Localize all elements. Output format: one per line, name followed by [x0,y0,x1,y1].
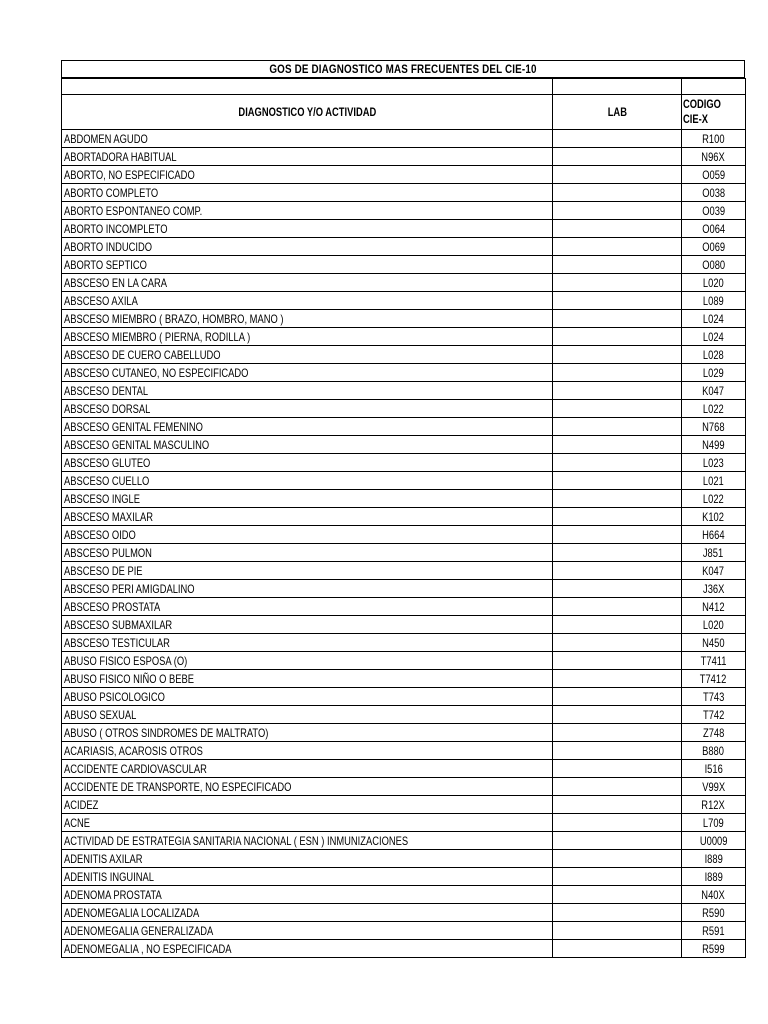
code-text: R590 [702,905,725,920]
code-cell [682,490,746,508]
code-text: R12X [701,797,726,812]
table-row [62,220,746,238]
diagnosis-text: ABSCESO GLUTEO [64,455,151,470]
code-text: U0009 [699,833,728,848]
diagnosis-cell [62,364,553,382]
lab-cell [553,490,682,508]
diagnosis-cell [62,526,553,544]
lab-cell [553,760,682,778]
lab-cell [553,292,682,310]
code-cell [682,598,746,616]
lab-cell [553,940,682,958]
diagnosis-text: ACCIDENTE DE TRANSPORTE, NO ESPECIFICADO [64,779,292,794]
lab-cell [553,202,682,220]
table-row [62,292,746,310]
diagnosis-text: ABSCESO DENTAL [64,383,149,398]
table-row [62,922,746,940]
code-cell [682,562,746,580]
diagnosis-cell [62,670,553,688]
lab-cell [553,472,682,490]
diagnosis-cell [62,220,553,238]
lab-cell [553,706,682,724]
blank-cell [682,79,746,95]
code-cell [682,832,746,850]
diagnosis-cell [62,742,553,760]
diagnosis-text: ABORTO ESPONTANEO COMP. [64,203,203,218]
lab-cell [553,814,682,832]
code-text: L024 [703,329,724,344]
diagnosis-cell [62,238,553,256]
table-row [62,796,746,814]
diagnosis-text: ABUSO ( OTROS SINDROMES DE MALTRATO) [64,725,269,740]
table-row [62,616,746,634]
table-row [62,544,746,562]
code-text: N96X [701,149,726,164]
code-cell [682,742,746,760]
table-row [62,526,746,544]
diagnosis-text: ABSCESO DORSAL [64,401,151,416]
code-text: K047 [702,383,725,398]
code-cell [682,814,746,832]
code-text: L024 [703,311,724,326]
lab-cell [553,796,682,814]
diagnosis-text: ADENOMEGALIA , NO ESPECIFICADA [64,941,232,956]
code-cell [682,886,746,904]
code-text: O064 [702,221,725,236]
diagnosis-cell [62,166,553,184]
table-row [62,508,746,526]
diagnosis-text: ABSCESO CUELLO [64,473,150,488]
diagnosis-text: ADENITIS INGUINAL [64,869,154,884]
lab-cell [553,508,682,526]
code-text: T7412 [700,671,727,686]
code-cell [682,346,746,364]
code-text: T742 [702,707,725,722]
code-text: I889 [704,851,723,866]
code-cell [682,778,746,796]
code-cell [682,760,746,778]
diagnosis-cell [62,472,553,490]
table-row [62,238,746,256]
blank-cell [553,79,682,95]
table-row [62,814,746,832]
table-row [62,328,746,346]
diagnosis-text: ABSCESO AXILA [64,293,138,308]
code-cell [682,670,746,688]
code-text: L023 [703,455,724,470]
table-row [62,868,746,886]
lab-cell [553,886,682,904]
code-cell [682,634,746,652]
table-row [62,364,746,382]
blank-row [62,79,746,95]
lab-cell [553,868,682,886]
lab-cell [553,526,682,544]
code-cell [682,328,746,346]
table-row [62,148,746,166]
code-cell [682,580,746,598]
lab-cell [553,850,682,868]
code-cell [682,436,746,454]
diagnosis-text: ABSCESO INGLE [64,491,140,506]
table-row [62,454,746,472]
table-row [62,202,746,220]
lab-cell [553,616,682,634]
code-text: O080 [702,257,725,272]
code-text: L021 [703,473,724,488]
header-description-label: DIAGNOSTICO Y/O ACTIVIDAD [238,105,376,119]
code-text: R100 [702,131,725,146]
diagnosis-cell [62,256,553,274]
code-text: T7411 [700,653,727,668]
code-cell [682,652,746,670]
code-cell [682,724,746,742]
diagnosis-cell [62,202,553,220]
code-text: N499 [702,437,725,452]
diagnosis-cell [62,724,553,742]
diagnosis-text: ABSCESO MIEMBRO ( BRAZO, HOMBRO, MANO ) [64,311,284,326]
code-text: V99X [702,779,725,794]
code-text: L089 [703,293,724,308]
lab-cell [553,778,682,796]
diagnosis-cell [62,184,553,202]
diagnosis-text: ABUSO PSICOLOGICO [64,689,165,704]
diagnosis-cell [62,562,553,580]
code-cell [682,472,746,490]
table-row [62,130,746,148]
code-cell [682,220,746,238]
code-text: J851 [703,545,724,560]
code-cell [682,382,746,400]
lab-cell [553,184,682,202]
diagnosis-text: ABSCESO OIDO [64,527,136,542]
code-text: B880 [702,743,725,758]
lab-cell [553,310,682,328]
lab-cell [553,598,682,616]
diagnosis-cell [62,490,553,508]
diagnosis-cell [62,886,553,904]
diagnosis-text: ABSCESO SUBMAXILAR [64,617,173,632]
code-text: O069 [702,239,725,254]
header-code-line2: CIE-X [683,112,708,126]
diagnosis-cell [62,778,553,796]
blank-cell [62,79,553,95]
table-row [62,724,746,742]
code-text: R591 [702,923,725,938]
lab-cell [553,922,682,940]
code-text: L022 [703,401,724,416]
diagnosis-cell [62,544,553,562]
lab-cell [553,148,682,166]
diagnosis-text: ABSCESO MIEMBRO ( PIERNA, RODILLA ) [64,329,251,344]
lab-cell [553,382,682,400]
table-row [62,382,746,400]
diagnosis-table [61,78,746,958]
code-cell [682,454,746,472]
diagnosis-cell [62,814,553,832]
table-row [62,310,746,328]
lab-cell [553,220,682,238]
diagnosis-text: ABSCESO EN LA CARA [64,275,167,290]
diagnosis-text: ABUSO FISICO NIÑO O BEBE [64,671,195,686]
lab-cell [553,670,682,688]
code-cell [682,202,746,220]
lab-cell [553,256,682,274]
diagnosis-text: ABDOMEN AGUDO [64,131,148,146]
diagnosis-cell [62,616,553,634]
diagnosis-cell [62,580,553,598]
diagnosis-text: ABSCESO PERI AMIGDALINO [64,581,195,596]
table-row [62,184,746,202]
diagnosis-sheet [61,60,745,958]
code-cell [682,940,746,958]
diagnosis-cell [62,148,553,166]
code-text: N412 [702,599,725,614]
code-text: H664 [702,527,725,542]
code-text: O059 [702,167,725,182]
diagnosis-cell [62,796,553,814]
table-row [62,436,746,454]
lab-cell [553,328,682,346]
diagnosis-cell [62,598,553,616]
table-row [62,490,746,508]
code-cell [682,166,746,184]
code-text: L029 [703,365,724,380]
sheet-title-text: GOS DE DIAGNOSTICO MAS FRECUENTES DEL CIE-10 [269,62,537,76]
table-row [62,742,746,760]
code-cell [682,904,746,922]
table-row [62,940,746,958]
lab-cell [553,418,682,436]
table-row [62,688,746,706]
lab-cell [553,166,682,184]
table-row [62,904,746,922]
lab-cell [553,652,682,670]
table-row [62,850,746,868]
code-cell [682,274,746,292]
code-cell [682,130,746,148]
diagnosis-cell [62,130,553,148]
lab-cell [553,238,682,256]
lab-cell [553,346,682,364]
code-text: I516 [704,761,723,776]
code-text: L709 [703,815,724,830]
table-row [62,652,746,670]
diagnosis-text: ABSCESO CUTANEO, NO ESPECIFICADO [64,365,249,380]
code-cell [682,256,746,274]
diagnosis-cell [62,274,553,292]
table-row [62,580,746,598]
code-text: Z748 [702,725,725,740]
table-row [62,346,746,364]
diagnosis-cell [62,436,553,454]
diagnosis-cell [62,400,553,418]
diagnosis-cell [62,418,553,436]
lab-cell [553,580,682,598]
code-cell [682,796,746,814]
table-row [62,166,746,184]
diagnosis-text: ADENOMEGALIA GENERALIZADA [64,923,214,938]
diagnosis-text: ADENOMA PROSTATA [64,887,162,902]
code-text: N40X [701,887,726,902]
table-row [62,886,746,904]
lab-cell [553,274,682,292]
diagnosis-text: ABSCESO PROSTATA [64,599,161,614]
diagnosis-cell [62,904,553,922]
lab-cell [553,130,682,148]
lab-cell [553,724,682,742]
code-text: O038 [702,185,725,200]
code-cell [682,526,746,544]
code-text: L020 [703,617,724,632]
diagnosis-text: ACARIASIS, ACAROSIS OTROS [64,743,203,758]
table-row [62,832,746,850]
diagnosis-cell [62,634,553,652]
table-row [62,670,746,688]
code-cell [682,508,746,526]
diagnosis-cell [62,292,553,310]
code-cell [682,688,746,706]
header-description [62,95,553,130]
lab-cell [553,688,682,706]
table-row [62,598,746,616]
table-row [62,706,746,724]
code-text: L022 [703,491,724,506]
header-lab [553,95,682,130]
lab-cell [553,742,682,760]
code-cell [682,706,746,724]
lab-cell [553,544,682,562]
code-cell [682,400,746,418]
diagnosis-cell [62,508,553,526]
table-row [62,472,746,490]
lab-cell [553,904,682,922]
diagnosis-text: ADENOMEGALIA LOCALIZADA [64,905,200,920]
code-text: J36X [702,581,725,596]
diagnosis-text: ABUSO FISICO ESPOSA (O) [64,653,188,668]
code-text: T743 [702,689,725,704]
code-cell [682,850,746,868]
diagnosis-cell [62,346,553,364]
table-row [62,256,746,274]
code-cell [682,184,746,202]
lab-cell [553,436,682,454]
table-row [62,778,746,796]
diagnosis-text: ACTIVIDAD DE ESTRATEGIA SANITARIA NACIONAL ( ESN ) INMUNIZACIONES [64,833,409,848]
code-cell [682,418,746,436]
diagnosis-text: ABSCESO DE CUERO CABELLUDO [64,347,221,362]
code-text: L028 [703,347,724,362]
diagnosis-text: ACCIDENTE CARDIOVASCULAR [64,761,207,776]
diagnosis-cell [62,760,553,778]
code-text: R599 [702,941,725,956]
table-row [62,274,746,292]
diagnosis-text: ABORTO COMPLETO [64,185,159,200]
code-cell [682,310,746,328]
diagnosis-cell [62,706,553,724]
lab-cell [553,634,682,652]
lab-cell [553,832,682,850]
header-code-line1: CODIGO [683,97,721,111]
header-row [62,95,746,130]
table-row [62,400,746,418]
table-row [62,562,746,580]
code-text: N768 [702,419,725,434]
diagnosis-table-body [62,79,746,958]
diagnosis-cell [62,922,553,940]
header-lab-label: LAB [607,105,627,119]
diagnosis-text: ADENITIS AXILAR [64,851,143,866]
table-row [62,760,746,778]
diagnosis-cell [62,652,553,670]
lab-cell [553,400,682,418]
code-text: K102 [702,509,725,524]
code-cell [682,868,746,886]
code-text: O039 [702,203,725,218]
code-cell [682,148,746,166]
diagnosis-cell [62,454,553,472]
diagnosis-cell [62,310,553,328]
diagnosis-text: ABSCESO GENITAL FEMENINO [64,419,203,434]
code-cell [682,238,746,256]
diagnosis-text: ABORTO SEPTICO [64,257,147,272]
diagnosis-text: ACIDEZ [64,797,99,812]
diagnosis-cell [62,940,553,958]
diagnosis-text: ABUSO SEXUAL [64,707,137,722]
code-text: I889 [704,869,723,884]
diagnosis-cell [62,850,553,868]
diagnosis-text: ACNE [64,815,91,830]
diagnosis-text: ABORTO INCOMPLETO [64,221,168,236]
lab-cell [553,364,682,382]
diagnosis-cell [62,868,553,886]
sheet-title [61,60,745,78]
code-cell [682,292,746,310]
code-cell [682,544,746,562]
diagnosis-text: ABORTO INDUCIDO [64,239,153,254]
table-row [62,418,746,436]
lab-cell [553,562,682,580]
diagnosis-text: ABSCESO PULMON [64,545,152,560]
diagnosis-text: ABSCESO DE PIE [64,563,143,578]
diagnosis-cell [62,328,553,346]
code-text: K047 [702,563,725,578]
code-text: N450 [702,635,725,650]
diagnosis-text: ABSCESO MAXILAR [64,509,153,524]
code-text: L020 [703,275,724,290]
header-code [682,95,746,130]
lab-cell [553,454,682,472]
code-cell [682,922,746,940]
diagnosis-text: ABORTADORA HABITUAL [64,149,177,164]
diagnosis-cell [62,832,553,850]
diagnosis-text: ABORTO, NO ESPECIFICADO [64,167,195,182]
code-cell [682,364,746,382]
code-cell [682,616,746,634]
table-row [62,634,746,652]
diagnosis-text: ABSCESO GENITAL MASCULINO [64,437,210,452]
diagnosis-cell [62,688,553,706]
diagnosis-text: ABSCESO TESTICULAR [64,635,170,650]
diagnosis-cell [62,382,553,400]
